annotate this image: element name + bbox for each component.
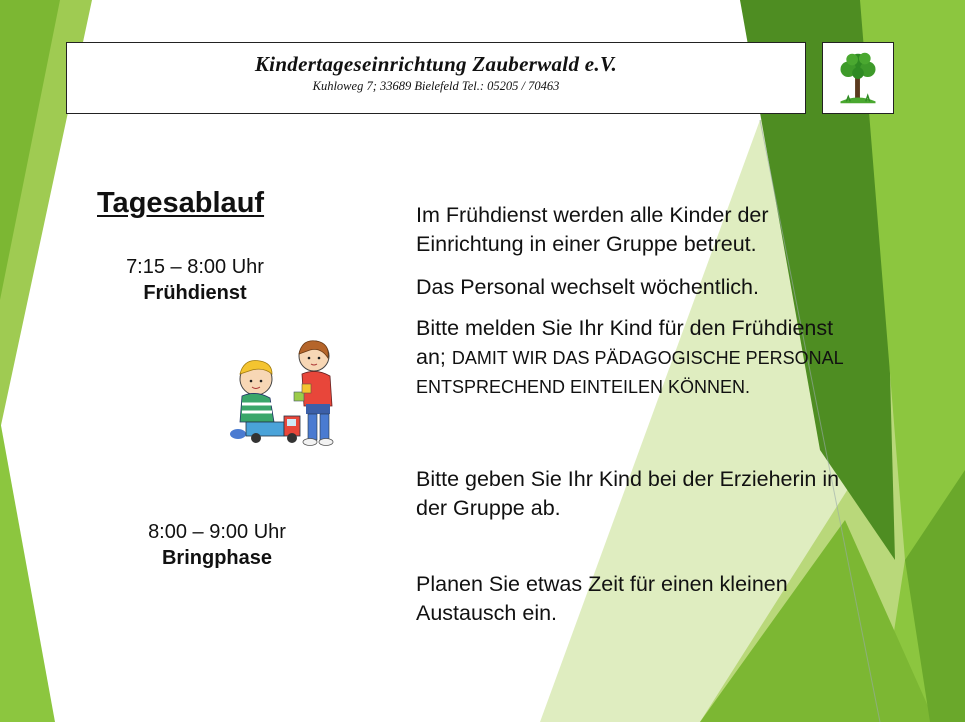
registration-lead: Bitte melden Sie Ihr Kind für den Frühdienst an;: [416, 316, 834, 369]
letterhead: [66, 42, 806, 114]
children-playing-illustration: [224, 334, 364, 454]
logo: [822, 42, 894, 114]
organization-name: Kindertageseinrichtung Zauberwald e.V.: [254, 52, 618, 76]
paragraph-handover: Bitte geben Sie Ihr Kind bei der Erzieherin in der Gruppe ab.: [416, 467, 840, 520]
schedule-time: 8:00 – 9:00 Uhr: [148, 521, 286, 543]
paragraph-staff-rotation: Das Personal wechselt wöchentlich.: [416, 275, 759, 299]
schedule-item-fruehdienst: [95, 256, 295, 305]
paragraph-registration: [416, 314, 856, 401]
schedule-phase: Bringphase: [161, 547, 273, 569]
schedule-phase: Frühdienst: [143, 282, 247, 304]
schedule-time: 7:15 – 8:00 Uhr: [126, 256, 264, 278]
paragraph-fruehdienst-info: Im Frühdienst werden alle Kinder der Einrichtung in einer Gruppe betreut.: [416, 203, 769, 256]
paragraph-exchange: Planen Sie etwas Zeit für einen kleinen Austausch ein.: [416, 572, 788, 625]
tree-icon: [823, 43, 893, 113]
left-green-wedge-bottom: [0, 420, 55, 722]
registration-caps: DAMIT WIR DAS PÄDAGOGISCHE PERSONAL ENTSPRECHEND EINTEILEN KÖNNEN.: [416, 348, 843, 397]
schedule-item-bringphase: [117, 521, 317, 570]
page-title: Tagesablauf: [97, 187, 265, 219]
organization-address: Kuhloweg 7; 33689 Bielefeld Tel.: 05205 / 70463: [312, 79, 560, 93]
